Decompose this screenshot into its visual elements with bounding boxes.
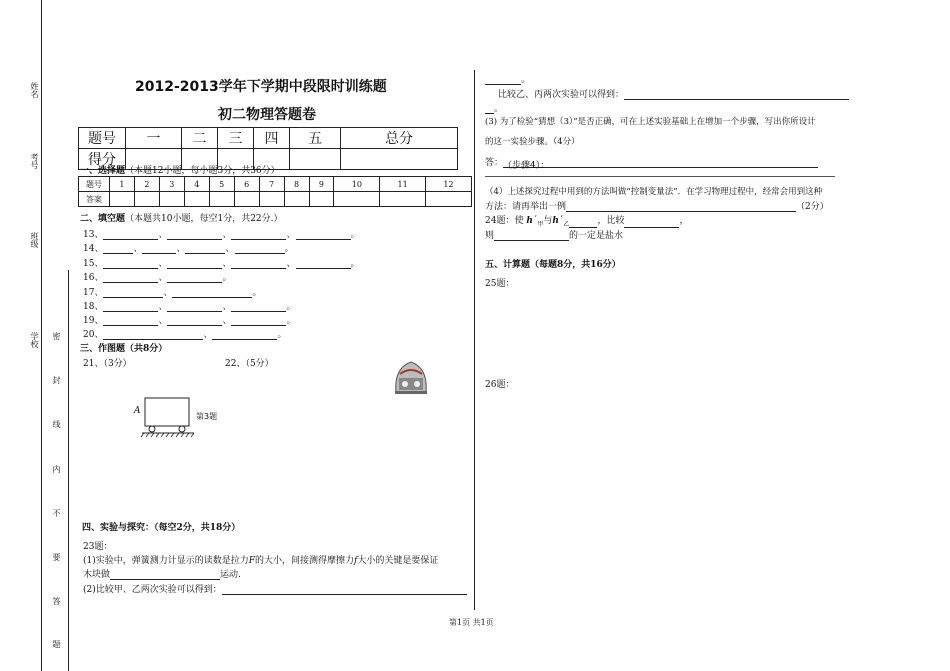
blank[interactable] <box>231 230 286 240</box>
answer-cell[interactable] <box>134 192 159 207</box>
blank[interactable] <box>296 230 351 240</box>
q21-label: 21、（3分） <box>83 359 132 369</box>
choice-number: 9 <box>309 177 334 192</box>
binding-line <box>41 0 42 671</box>
blank[interactable] <box>110 570 220 580</box>
right-top-end: 。 <box>521 75 531 85</box>
score-header-cell: 三 <box>218 128 254 149</box>
blank[interactable] <box>103 273 158 283</box>
section1-title: 一、选择题 <box>80 166 126 176</box>
item-number: 18、 <box>83 302 104 312</box>
blank[interactable] <box>231 316 286 326</box>
compare-text: 比较乙、丙两次实验可以得到： <box>498 90 625 100</box>
id-label: 考号 <box>30 153 39 169</box>
blank[interactable] <box>569 218 597 228</box>
q23-part1-text-d: 木块做 <box>83 570 111 580</box>
q24-sub2: 乙 <box>563 220 570 228</box>
seal-char: 不 <box>52 509 61 517</box>
score-input-cell[interactable] <box>341 149 458 170</box>
choice-number: 2 <box>134 177 159 192</box>
choice-number: 1 <box>110 177 135 192</box>
blank[interactable] <box>624 90 849 100</box>
fill-row-16: 16、 、 。 <box>83 273 232 283</box>
class-label: 班级 <box>30 232 39 248</box>
q23-part1-text-c: 大小的关键是要保证 <box>357 556 439 566</box>
seal-char: 密 <box>52 332 61 340</box>
q24-line1 <box>485 213 689 228</box>
q22-label: 22、（5分） <box>225 359 274 369</box>
choice-row-label: 题号 <box>79 177 110 192</box>
q23-part1-text-b: 的大小，间接测得摩擦力 <box>255 556 355 566</box>
section4-note: （每空2分，共18分） <box>154 523 241 533</box>
blank[interactable] <box>485 75 521 85</box>
q3-line1: (3) 为了检验“猜想（3）”是否正确，可在上述实验基础上在增加一个步骤，写出你所设计 <box>485 117 816 127</box>
answer-cell[interactable] <box>309 192 334 207</box>
choice-number: 8 <box>284 177 309 192</box>
blank[interactable] <box>494 231 569 241</box>
blank[interactable] <box>167 316 222 326</box>
section3-heading: 三、作图题（共8分） <box>80 344 168 354</box>
blank[interactable] <box>167 302 222 312</box>
score-header-cell: 五 <box>290 128 341 149</box>
friction-f: f <box>354 556 358 566</box>
q23-part2-text: (2)比较甲、乙两次实验可以得到： <box>83 585 222 595</box>
fill-row-17: 17、 、 。 <box>83 288 262 298</box>
q24-h1: h <box>526 216 533 226</box>
fill-row-14: 14、 、 、 、 。 <box>83 244 294 254</box>
blank[interactable] <box>212 330 277 340</box>
choice-number: 11 <box>380 177 426 192</box>
choice-number: 7 <box>259 177 284 192</box>
answer-cell[interactable] <box>334 192 380 207</box>
blank[interactable] <box>167 273 222 283</box>
step-label: （步骤4）： <box>503 161 550 171</box>
answer-step-line <box>485 155 818 171</box>
item-number: 17、 <box>83 288 104 298</box>
choice-number: 4 <box>184 177 209 192</box>
blank[interactable] <box>231 259 286 269</box>
item-number: 20、 <box>83 330 104 340</box>
answer-cell[interactable] <box>209 192 234 207</box>
q23-label: 23题： <box>83 542 113 552</box>
q23-part1-text: (1)实验中，弹簧测力计显示的读数是拉力 <box>83 556 249 566</box>
fill-row-19: 19、 、 、 。 <box>83 316 296 326</box>
choice-table <box>78 176 472 207</box>
q3-line2: 的这一实验步骤。（4分） <box>485 137 580 147</box>
section5-heading: 五、计算题（每题8分，共16分） <box>485 260 621 270</box>
blank[interactable] <box>103 288 163 298</box>
section1-note: （本题12小题，每小题3分，共36分） <box>125 166 280 176</box>
blank[interactable] <box>103 316 158 326</box>
blank[interactable] <box>566 202 796 212</box>
q23-part1 <box>83 553 438 566</box>
blank[interactable] <box>103 330 203 340</box>
q24-line2 <box>485 228 623 241</box>
column-divider <box>474 70 475 610</box>
answer-cell[interactable] <box>259 192 284 207</box>
seal-char: 封 <box>52 376 61 384</box>
q4-points: （2分） <box>796 202 829 212</box>
choice-number: 10 <box>334 177 380 192</box>
blank[interactable] <box>172 288 252 298</box>
binding-line-inner <box>68 270 69 671</box>
blank[interactable] <box>235 244 285 254</box>
score-header-cell: 总分 <box>341 128 458 149</box>
q24-text-d: 则 <box>485 231 495 241</box>
section4-heading <box>82 520 240 533</box>
fill-row-15: 15、 、 、 、 。 <box>83 259 360 269</box>
score-header-cell: 题号 <box>79 128 126 149</box>
answer-cell[interactable] <box>110 192 135 207</box>
fill-row-20: 20、 、 。 <box>83 330 287 340</box>
choice-number: 12 <box>426 177 472 192</box>
q26-label: 26题： <box>485 380 515 390</box>
fill-row-13: 13、 、 、 、 。 <box>83 230 360 240</box>
item-number: 16、 <box>83 273 104 283</box>
choice-row-label: 答案 <box>79 192 110 207</box>
score-header-cell: 一 <box>126 128 182 149</box>
answer-cell[interactable] <box>380 192 426 207</box>
item-number: 14、 <box>83 244 104 254</box>
choice-number: 6 <box>234 177 259 192</box>
choice-number: 5 <box>209 177 234 192</box>
blank[interactable] <box>103 230 158 240</box>
name-label: 姓名 <box>30 82 39 98</box>
blank[interactable] <box>167 259 222 269</box>
answer-label: 答： <box>485 158 504 168</box>
page-footer: 第1页 共1页 <box>449 618 494 627</box>
blank[interactable] <box>103 259 158 269</box>
blank[interactable] <box>142 244 176 254</box>
score-input-cell[interactable] <box>290 149 341 170</box>
choice-number: 3 <box>159 177 184 192</box>
seal-char: 题 <box>52 640 61 648</box>
answer-cell[interactable] <box>284 192 309 207</box>
section2-note: （本题共10小题，每空1分，共22分.） <box>125 214 283 224</box>
school-label: 学校 <box>30 332 39 348</box>
q4-line2 <box>485 199 829 212</box>
answer-cell[interactable] <box>234 192 259 207</box>
q24-sub1: 甲 <box>537 220 544 228</box>
q23-part2 <box>83 582 467 595</box>
blank[interactable] <box>222 585 467 595</box>
compare-end: 。 <box>494 104 504 114</box>
blank[interactable] <box>167 230 222 240</box>
blank[interactable] <box>185 244 225 254</box>
q24-h2: h <box>552 216 559 226</box>
q24-text-a: 24题：使 <box>485 216 524 226</box>
section2-heading <box>80 211 283 224</box>
q24-text-e: 的一定是盐水 <box>569 231 624 241</box>
point-a-label: A <box>134 406 141 416</box>
bell-image <box>390 358 432 396</box>
q25-label: 25题： <box>485 279 515 289</box>
q23-part1-line2 <box>83 567 241 580</box>
section1-heading <box>80 163 280 176</box>
item-number: 13、 <box>83 230 104 240</box>
blank[interactable] <box>103 244 133 254</box>
seal-char: 答 <box>52 597 61 605</box>
item-number: 19、 <box>83 316 104 326</box>
fill-row-18: 18、 、 、 。 <box>83 302 296 312</box>
blank[interactable] <box>624 218 679 228</box>
compare-line <box>498 87 849 100</box>
blank[interactable] <box>485 104 494 114</box>
answer-cell[interactable] <box>426 192 472 207</box>
q24-prime2: ´ <box>558 216 564 226</box>
item-number: 15、 <box>83 259 104 269</box>
answer-cell[interactable] <box>184 192 209 207</box>
step-blank[interactable] <box>503 158 818 171</box>
q4-line1: （4）上述探究过程中用到的方法叫做“控制变量法”．在学习物理过程中，经常会用到这种 <box>485 187 823 197</box>
seal-char: 内 <box>52 465 61 473</box>
q24-text-c: ， <box>679 216 689 226</box>
compare-line2 <box>485 101 503 114</box>
seal-char: 线 <box>52 420 61 428</box>
blank[interactable] <box>231 302 286 312</box>
q4-text: 方法：请再举出一例 <box>485 202 567 212</box>
score-header-cell: 二 <box>182 128 218 149</box>
answer-line <box>485 176 835 177</box>
q23-part1-text-e: 运动. <box>220 570 241 580</box>
blank[interactable] <box>296 259 351 269</box>
exam-subtitle: 初二物理答题卷 <box>218 107 316 123</box>
blank[interactable] <box>103 302 158 312</box>
score-header-cell: 四 <box>254 128 290 149</box>
seal-char: 要 <box>52 553 61 561</box>
answer-cell[interactable] <box>159 192 184 207</box>
section2-title: 二、填空题 <box>80 214 126 224</box>
right-top-line <box>485 72 530 85</box>
q24-mid: 与 <box>543 216 553 226</box>
figure-caption: 第3题 <box>196 412 218 421</box>
exam-title: 2012-2013学年下学期中段限时训练题 <box>135 79 387 95</box>
section4-title: 四、实验与探究： <box>82 523 155 533</box>
force-f: F <box>248 556 255 566</box>
q24-prime1: ´ <box>532 216 538 226</box>
q24-text-b: ，比较 <box>597 216 625 226</box>
score-row-label: 得分 <box>79 149 126 170</box>
